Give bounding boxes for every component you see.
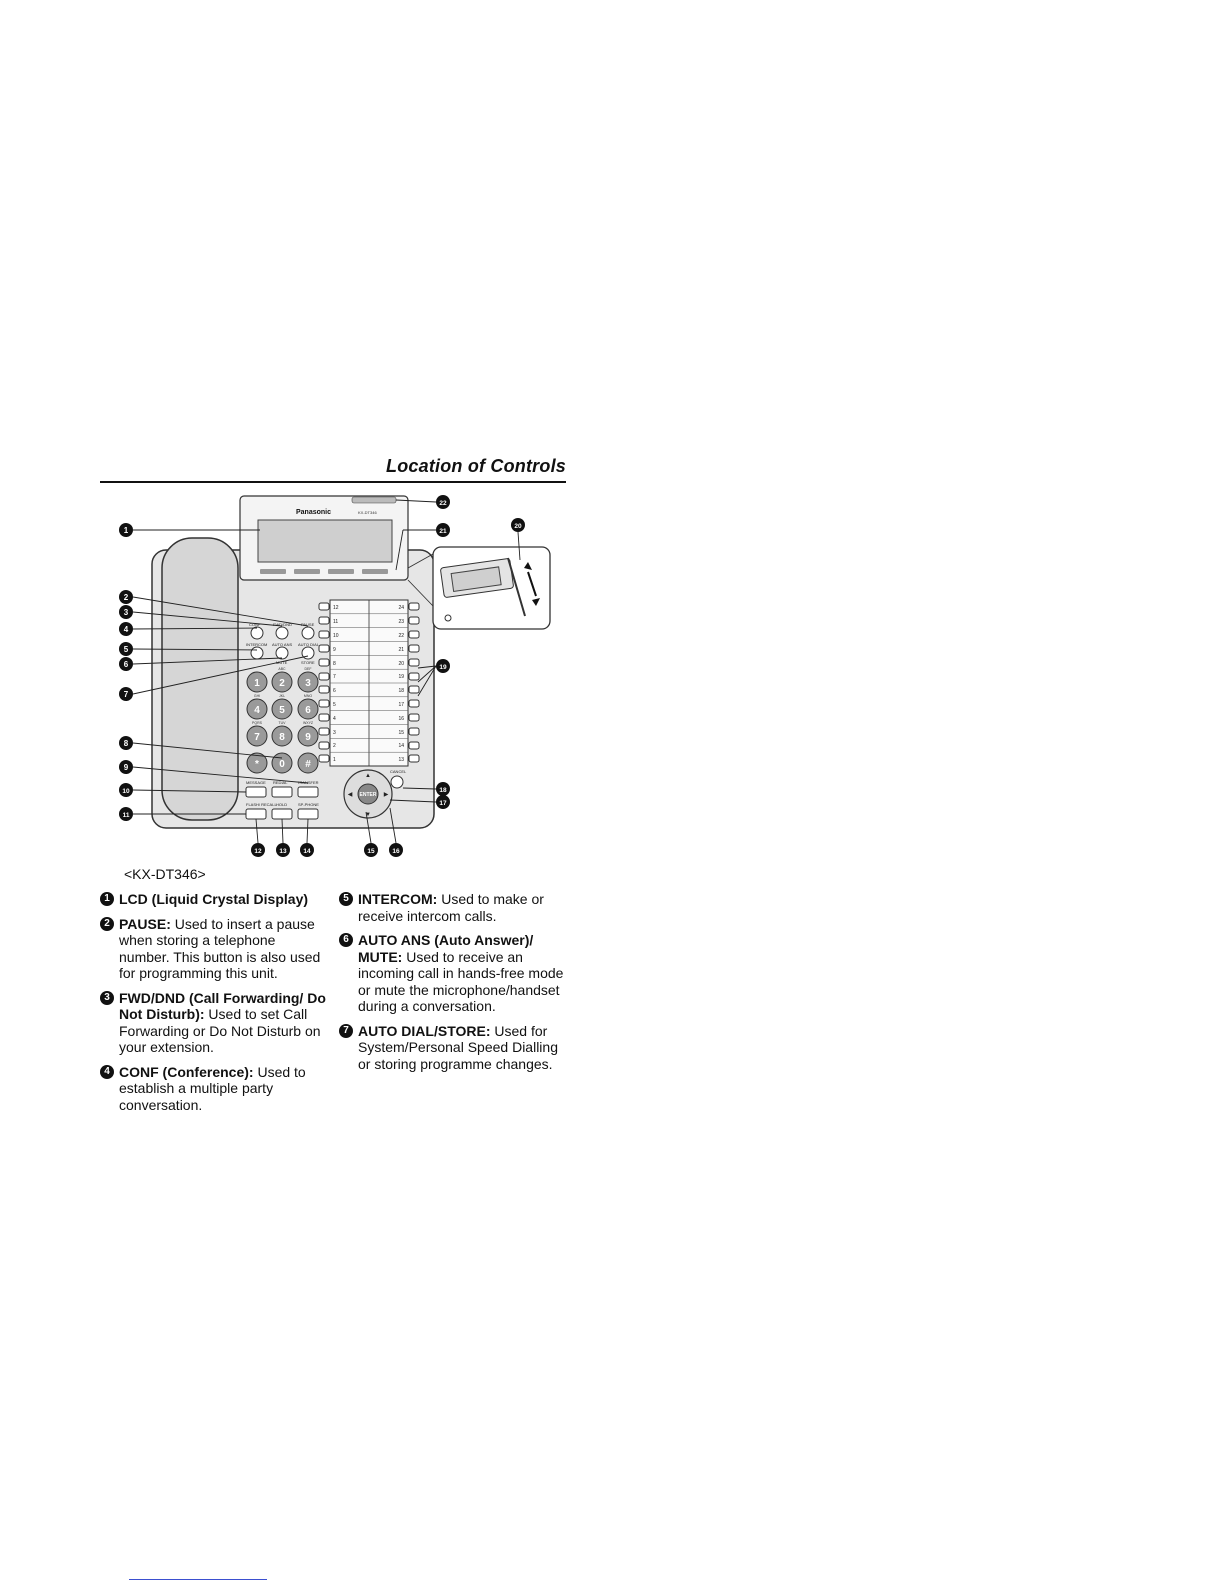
line-key <box>319 700 329 707</box>
line-key <box>409 742 419 749</box>
callout-number: 22 <box>439 500 447 507</box>
callout-badge: 7 <box>339 1024 353 1038</box>
line-key-number: 18 <box>398 688 404 694</box>
transfer-button <box>298 787 318 797</box>
lcd-screen <box>258 520 392 562</box>
hold-label: HOLD <box>276 802 288 807</box>
soft-key <box>328 569 354 574</box>
line-key-number: 9 <box>333 647 336 653</box>
description-term: AUTO DIAL/STORE: <box>358 1022 491 1039</box>
line-key <box>319 686 329 693</box>
line-key-number: 4 <box>333 716 336 722</box>
nav-down-icon: ▼ <box>365 812 371 818</box>
keypad-digit: 1 <box>254 678 260 689</box>
keypad-digit: 0 <box>279 759 285 770</box>
keypad-letters: WXYZ <box>302 721 314 725</box>
auto-ans-button <box>276 647 288 659</box>
description-term: LCD (Liquid Crystal Display) <box>119 891 309 907</box>
line-key-number: 24 <box>398 605 404 611</box>
line-key-number: 1 <box>333 757 336 763</box>
line-key-number: 22 <box>398 633 404 639</box>
led-indicator <box>352 497 396 503</box>
description-term: FWD/DND (Call Forwarding/ Do Not Disturb): <box>119 989 326 1022</box>
line-key <box>409 728 419 735</box>
sp-phone-button <box>298 809 318 819</box>
hold-button <box>272 809 292 819</box>
model-small-label: KX-DT346 <box>358 510 377 515</box>
line-key-number: 6 <box>333 688 336 694</box>
header-rule <box>100 481 566 483</box>
keypad-letters: TUV <box>278 721 286 725</box>
line-key <box>319 617 329 624</box>
keypad-letters: DEF <box>304 667 312 671</box>
fwd-dnd-label: FWD/DND <box>273 622 292 627</box>
description-item-6 <box>339 932 567 1015</box>
line-key-number: 12 <box>333 605 339 611</box>
pause-label: PAUSE <box>301 622 315 627</box>
cancel-button <box>391 776 403 788</box>
soft-key <box>260 569 286 574</box>
callout-number: 2 <box>123 593 129 602</box>
bottom-link-underline <box>129 1579 267 1580</box>
sp-phone-label: SP-PHONE <box>298 802 319 807</box>
callout-badge: 4 <box>100 1065 114 1079</box>
line-key-number: 17 <box>398 702 404 708</box>
pause-button <box>302 627 314 639</box>
callout-badge: 6 <box>339 933 353 947</box>
description-item-4 <box>100 1064 328 1114</box>
line-key-number: 23 <box>398 619 404 625</box>
description-text: Used to insert a pause when storing a telephone number. This button is also used for programming this unit. <box>119 915 321 981</box>
redial-button <box>272 787 292 797</box>
keypad-digit: 6 <box>305 705 311 716</box>
keypad-digit: 9 <box>305 732 311 743</box>
line-key-number: 8 <box>333 661 336 667</box>
callout-number: 6 <box>123 660 129 669</box>
conf-button <box>251 627 263 639</box>
description-term: AUTO ANS (Auto Answer)/ MUTE: <box>358 932 534 965</box>
soft-key <box>362 569 388 574</box>
flash-recall-button <box>246 809 266 819</box>
nav-right-icon: ▶ <box>383 792 389 798</box>
callout-number: 1 <box>123 526 129 535</box>
description-term: PAUSE: <box>119 915 171 932</box>
line-key-number: 5 <box>333 702 336 708</box>
keypad-letters: GHI <box>253 694 261 698</box>
redial-label: REDIAL <box>273 780 288 785</box>
store-label: STORE <box>301 660 315 665</box>
line-key <box>409 659 419 666</box>
callout-number: 14 <box>303 848 311 855</box>
keypad-letters: MNO <box>303 694 313 698</box>
description-item-7 <box>339 1023 567 1073</box>
line-key <box>319 673 329 680</box>
line-key <box>319 603 329 610</box>
callout-number: 9 <box>123 763 129 772</box>
enter-label: ENTER <box>359 792 377 798</box>
keypad-digit: 4 <box>254 705 260 716</box>
descriptions-right <box>339 891 567 1080</box>
transfer-label: TRANSFER <box>297 780 319 785</box>
line-key-panel <box>319 600 419 766</box>
line-key <box>409 631 419 638</box>
description-text: Used to make or receive intercom calls. <box>358 891 544 924</box>
keypad-digit: * <box>255 759 259 770</box>
line-key-number: 7 <box>333 674 336 680</box>
line-key-number: 11 <box>333 619 339 625</box>
line-key <box>409 700 419 707</box>
callout-number: 4 <box>123 625 129 634</box>
intercom-button <box>251 647 263 659</box>
page-title: Location of Controls <box>386 456 566 476</box>
keypad-letters: ABC <box>278 667 286 671</box>
function-buttons <box>246 622 320 665</box>
callout-number: 20 <box>514 523 522 530</box>
model-caption: <KX-DT346> <box>124 866 206 882</box>
description-item-5 <box>339 891 567 924</box>
callout-badge: 5 <box>339 892 353 906</box>
line-key-number: 19 <box>398 674 404 680</box>
line-key <box>319 742 329 749</box>
keypad-digit: 2 <box>279 678 285 689</box>
callout-number: 10 <box>122 788 130 795</box>
callout-number: 13 <box>279 848 287 855</box>
line-key-number: 20 <box>398 661 404 667</box>
keypad-digit: 7 <box>254 732 260 743</box>
conf-label: CONF <box>249 622 261 627</box>
line-key-number: 21 <box>398 647 404 653</box>
description-item-1 <box>100 891 328 908</box>
callout-number: 19 <box>439 664 447 671</box>
keypad-digit: 5 <box>279 705 285 716</box>
soft-key <box>294 569 320 574</box>
description-text: Used for System/Personal Speed Dialling or storing programme changes. <box>358 1022 558 1072</box>
callout-badge: 3 <box>100 991 114 1005</box>
line-key-number: 10 <box>333 633 339 639</box>
line-key <box>319 645 329 652</box>
nav-left-icon: ◀ <box>347 792 353 798</box>
callout-badge: 1 <box>100 892 114 906</box>
callout-number: 12 <box>254 848 262 855</box>
line-key-number: 15 <box>398 730 404 736</box>
line-key <box>319 755 329 762</box>
auto-dial-label: AUTO DIAL <box>298 642 320 647</box>
description-text: Used to receive an incoming call in hands-free mode or mute the microphone/handset during a conversation. <box>358 948 564 1014</box>
auto-ans-label: AUTO ANS <box>272 642 293 647</box>
description-text: Used to set Call Forwarding or Do Not Disturb on your extension. <box>119 1006 321 1055</box>
callout-number: 11 <box>122 812 130 819</box>
message-label: MESSAGE <box>246 780 266 785</box>
line-key-number: 14 <box>398 743 404 749</box>
intercom-label: INTERCOM <box>246 642 268 647</box>
message-button <box>246 787 266 797</box>
line-key <box>409 603 419 610</box>
line-key-number: 2 <box>333 743 336 749</box>
line-key <box>409 645 419 652</box>
callout-number: 16 <box>392 848 400 855</box>
callout-number: 7 <box>123 690 129 699</box>
description-item-2 <box>100 916 328 982</box>
line-key <box>319 659 329 666</box>
description-item-3 <box>100 990 328 1056</box>
line-key <box>409 673 419 680</box>
callout-number: 18 <box>439 787 447 794</box>
description-text: Used to establish a multiple party conversation. <box>119 1063 306 1113</box>
callout-badge: 2 <box>100 917 114 931</box>
line-key <box>409 714 419 721</box>
line-key <box>409 755 419 762</box>
line-key <box>409 686 419 693</box>
line-key <box>319 728 329 735</box>
keypad-digit: # <box>305 759 311 770</box>
brand-label: Panasonic <box>296 509 332 516</box>
description-term: CONF (Conference): <box>119 1063 254 1080</box>
line-key-number: 13 <box>398 757 404 763</box>
line-key-number: 3 <box>333 730 336 736</box>
line-key <box>319 631 329 638</box>
fwd-dnd-button <box>276 627 288 639</box>
callout-number: 3 <box>123 608 129 617</box>
flash-recall-label: FLASH/ RECALL <box>246 802 277 807</box>
keypad-letters: PQRS <box>252 721 262 725</box>
callout-number: 15 <box>367 848 375 855</box>
keypad-digit: 3 <box>305 678 311 689</box>
line-key <box>409 617 419 624</box>
callout-number: 5 <box>123 645 129 654</box>
nav-up-icon: ▲ <box>365 773 371 779</box>
callout-number: 8 <box>123 739 129 748</box>
keypad-letters: JKL <box>278 694 286 698</box>
descriptions-left <box>100 891 328 1121</box>
cancel-label: CANCEL <box>390 769 407 774</box>
phone-diagram <box>100 488 570 868</box>
callout-number: 21 <box>439 528 447 535</box>
callout-number: 17 <box>439 800 447 807</box>
line-key <box>319 714 329 721</box>
mute-label: MUTE <box>276 660 288 665</box>
description-term: INTERCOM: <box>358 891 438 907</box>
line-key-number: 16 <box>398 716 404 722</box>
keypad-digit: 8 <box>279 732 285 743</box>
